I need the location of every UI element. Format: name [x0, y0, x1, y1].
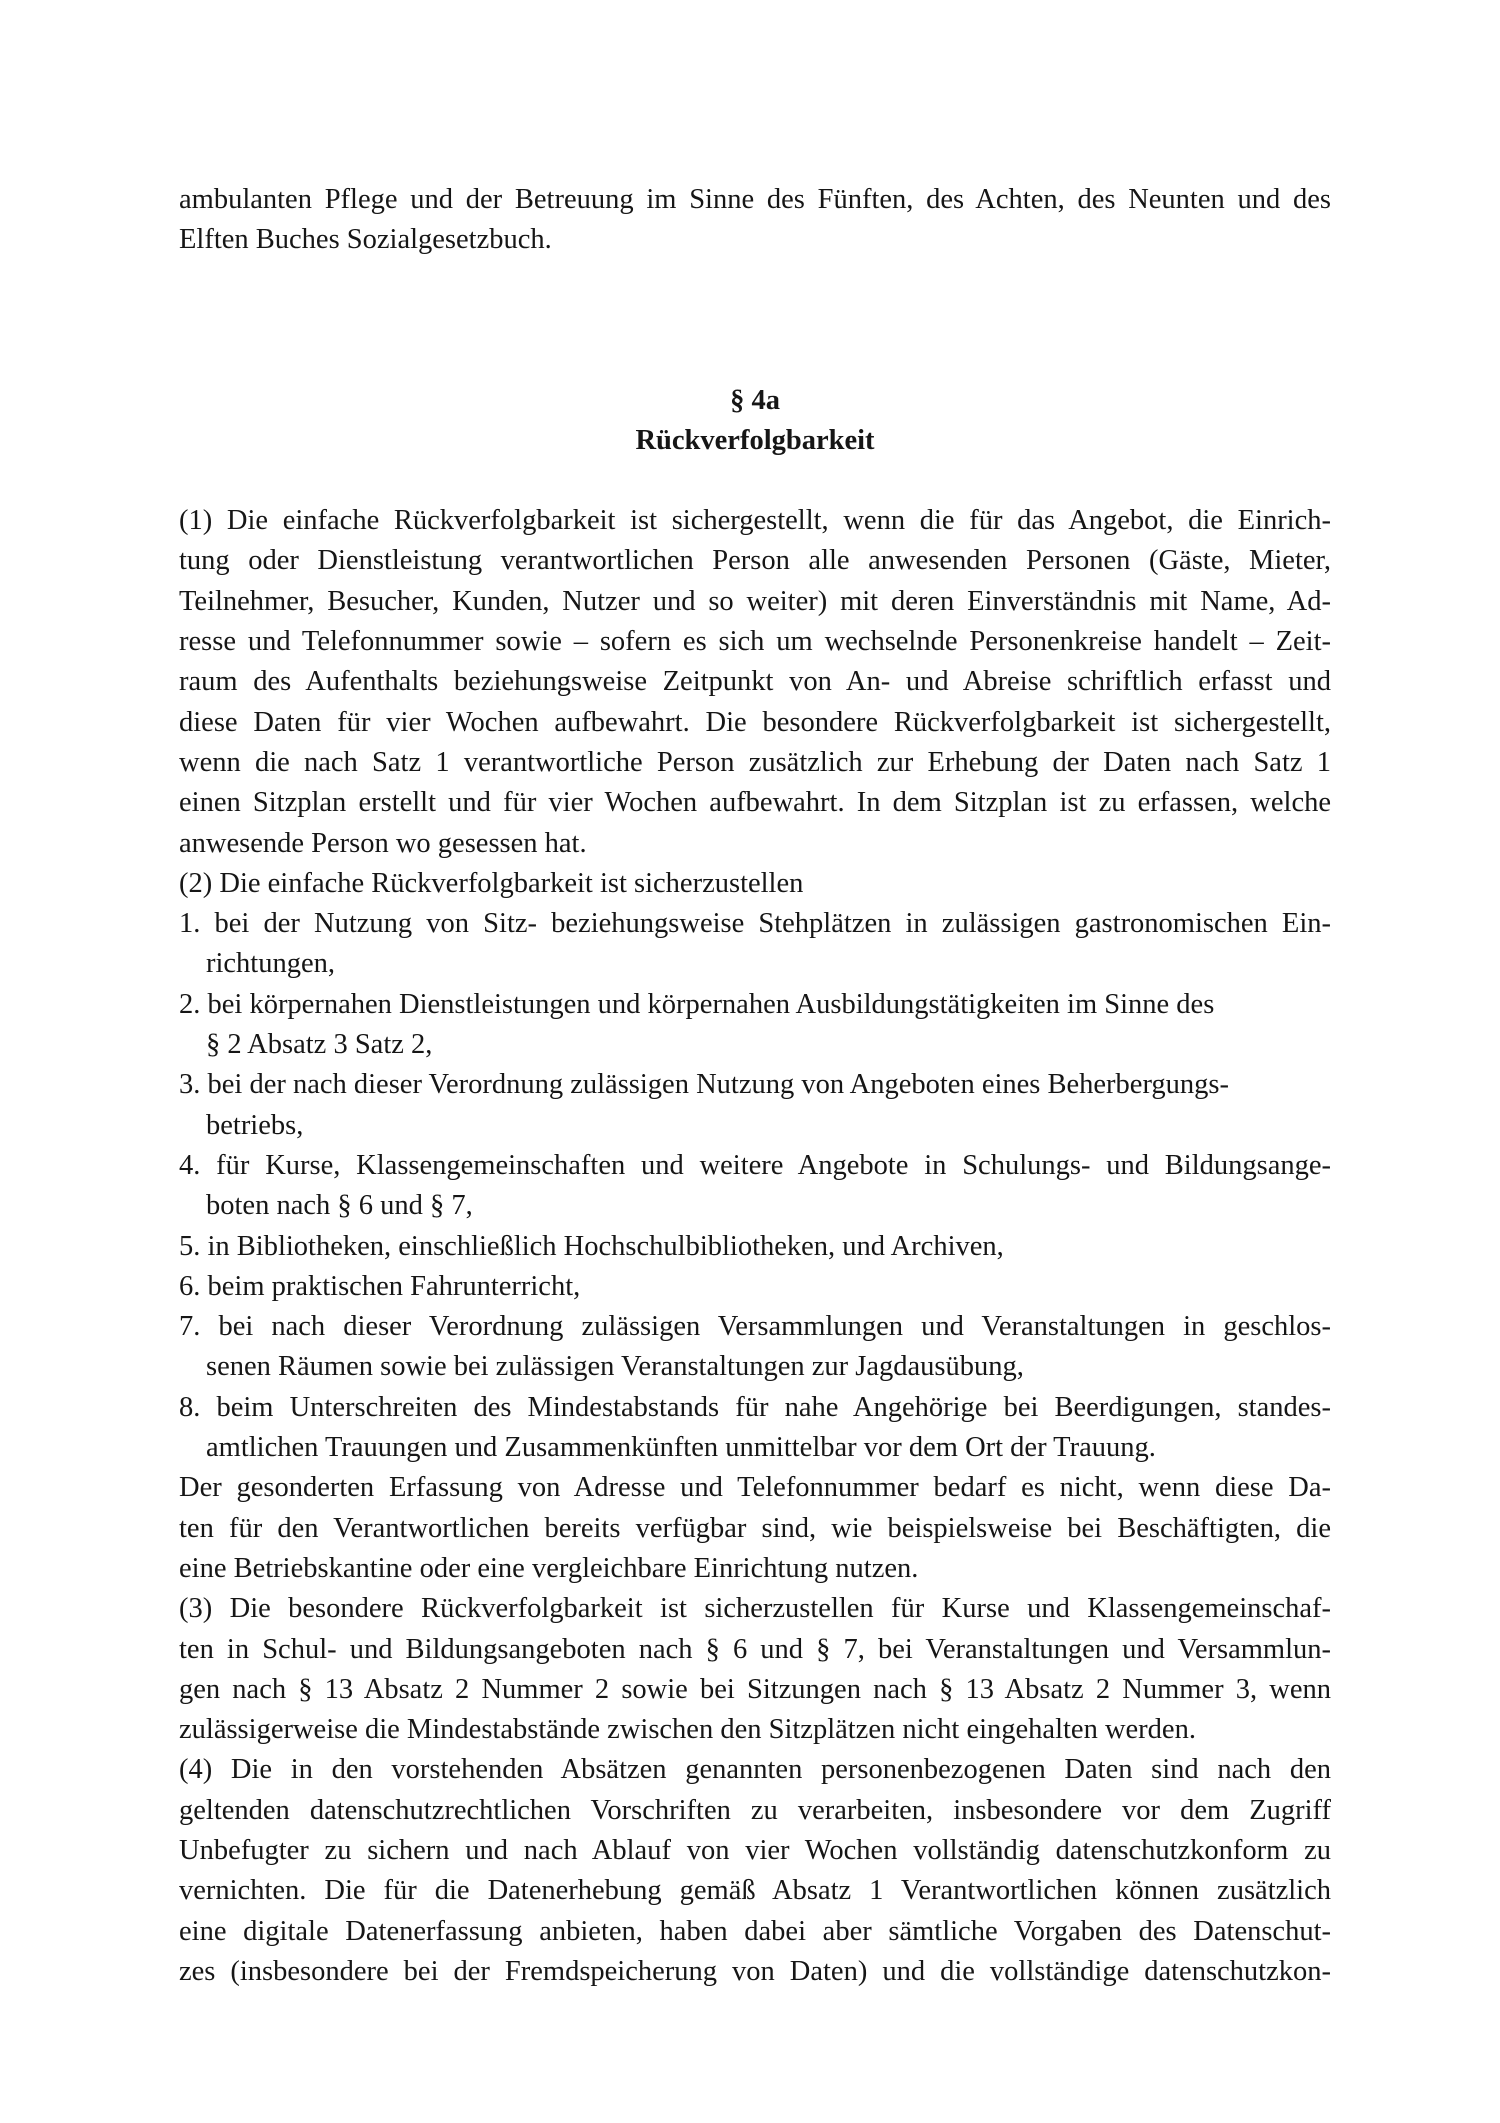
text-line: (2) Die einfache Rückverfolgbarkeit ist sicherzustellen: [179, 867, 804, 899]
list-item: [179, 1227, 1331, 1267]
paragraph-2: [179, 864, 1331, 1589]
list-item: [179, 1065, 1331, 1146]
list-item: [179, 1146, 1331, 1227]
text-line: Elften Buches Sozialgesetzbuch.: [179, 224, 552, 256]
list-item-continuation: boten nach § 6 und § 7,: [206, 1190, 473, 1222]
text-line: raum des Aufenthalts beziehungsweise Zeitpunkt von An- und Abreise schriftlich erfasst und: [179, 666, 1331, 698]
text-line: diese Daten für vier Wochen aufbewahrt. Die besondere Rückverfolgbarkeit ist sichergestellt,: [179, 706, 1331, 738]
list-item-continuation: richtungen,: [206, 948, 336, 980]
text-line: geltenden datenschutzrechtlichen Vorschriften zu verarbeiten, insbesondere vor dem Zugriff: [179, 1794, 1331, 1826]
list-item: [179, 1267, 1331, 1307]
intro-paragraph: [179, 180, 1331, 261]
section-title: Rückverfolgbarkeit: [635, 424, 875, 456]
list-item: [179, 1307, 1331, 1388]
text-line: zulässigerweise die Mindestabstände zwischen den Sitzplätzen nicht eingehalten werden.: [179, 1714, 1196, 1746]
text-line: (4) Die in den vorstehenden Absätzen genannten personenbezogenen Daten sind nach den: [179, 1754, 1331, 1786]
text-line: resse und Telefonnummer sowie – sofern es sich um wechselnde Personenkreise handelt – Zeit-: [179, 626, 1331, 658]
paragraph-1: [179, 501, 1331, 864]
list-item-first-line: 6. beim praktischen Fahrunterricht,: [179, 1270, 581, 1302]
paragraph-3: [179, 1589, 1331, 1750]
list-item-continuation: senen Räumen sowie bei zulässigen Veranstaltungen zur Jagdausübung,: [206, 1351, 1024, 1383]
section-number: § 4a: [730, 384, 780, 416]
list-item-first-line: 8. beim Unterschreiten des Mindestabstands für nahe Angehörige bei Beerdigungen, standes-: [179, 1391, 1331, 1423]
text-line: einen Sitzplan erstellt und für vier Wochen aufbewahrt. In dem Sitzplan ist zu erfassen, welche: [179, 787, 1331, 819]
text-line: (3) Die besondere Rückverfolgbarkeit ist sicherzustellen für Kurse und Klassengemeinschaf-: [179, 1593, 1331, 1625]
list-item-first-line: 3. bei der nach dieser Verordnung zulässigen Nutzung von Angeboten eines Beherbergungs-: [179, 1069, 1230, 1101]
list-item: [179, 1388, 1331, 1469]
text-line: zes (insbesondere bei der Fremdspeicherung von Daten) und die vollständige datenschutzkon-: [179, 1955, 1331, 1987]
paragraph-4: [179, 1750, 1331, 1992]
text-line: wenn die nach Satz 1 verantwortliche Person zusätzlich zur Erhebung der Daten nach Satz 1: [179, 746, 1331, 778]
text-line: gen nach § 13 Absatz 2 Nummer 2 sowie bei Sitzungen nach § 13 Absatz 2 Nummer 3, wenn: [179, 1673, 1331, 1705]
list-item-continuation: betriebs,: [206, 1109, 304, 1141]
text-line: Teilnehmer, Besucher, Kunden, Nutzer und so weiter) mit deren Einverständnis mit Name, Ad-: [179, 585, 1331, 617]
text-line: tung oder Dienstleistung verantwortlichen Person alle anwesenden Personen (Gäste, Mieter,: [179, 545, 1331, 577]
document-page: [179, 180, 1331, 1992]
list-item-first-line: 1. bei der Nutzung von Sitz- beziehungsweise Stehplätzen in zulässigen gastronomischen Ein-: [179, 908, 1331, 940]
list-item-first-line: 5. in Bibliotheken, einschließlich Hochschulbibliotheken, und Archiven,: [179, 1230, 1004, 1262]
section-heading: [179, 381, 1331, 462]
text-line: eine Betriebskantine oder eine vergleichbare Einrichtung nutzen.: [179, 1552, 919, 1584]
text-line: Unbefugter zu sichern und nach Ablauf von vier Wochen vollständig datenschutzkonform zu: [179, 1834, 1331, 1866]
list-item: [179, 985, 1331, 1066]
text-line: eine digitale Datenerfassung anbieten, haben dabei aber sämtliche Vorgaben des Datenschut-: [179, 1915, 1331, 1947]
list-item-first-line: 2. bei körpernahen Dienstleistungen und körpernahen Ausbildungstätigkeiten im Sinne des: [179, 988, 1215, 1020]
text-line: Der gesonderten Erfassung von Adresse und Telefonnummer bedarf es nicht, wenn diese Da-: [179, 1472, 1331, 1504]
list-item: [179, 904, 1331, 985]
list-item-continuation: amtlichen Trauungen und Zusammenkünften unmittelbar vor dem Ort der Trauung.: [206, 1432, 1156, 1464]
list-item-continuation: § 2 Absatz 3 Satz 2,: [206, 1029, 433, 1061]
text-line: vernichten. Die für die Datenerhebung gemäß Absatz 1 Verantwortlichen können zusätzlich: [179, 1875, 1331, 1907]
text-line: ten in Schul- und Bildungsangeboten nach § 6 und § 7, bei Veranstaltungen und Versammlun-: [179, 1633, 1331, 1665]
list-item-first-line: 4. für Kurse, Klassengemeinschaften und weitere Angebote in Schulungs- und Bildungsange-: [179, 1149, 1331, 1181]
list-item-first-line: 7. bei nach dieser Verordnung zulässigen Versammlungen und Veranstaltungen in geschlos-: [179, 1311, 1331, 1343]
text-line: (1) Die einfache Rückverfolgbarkeit ist sichergestellt, wenn die für das Angebot, die Einrich-: [179, 505, 1331, 537]
text-line: ten für den Verantwortlichen bereits verfügbar sind, wie beispielsweise bei Beschäftigten, die: [179, 1512, 1331, 1544]
text-line: anwesende Person wo gesessen hat.: [179, 827, 587, 859]
text-line: ambulanten Pflege und der Betreuung im Sinne des Fünften, des Achten, des Neunten und des: [179, 184, 1331, 215]
